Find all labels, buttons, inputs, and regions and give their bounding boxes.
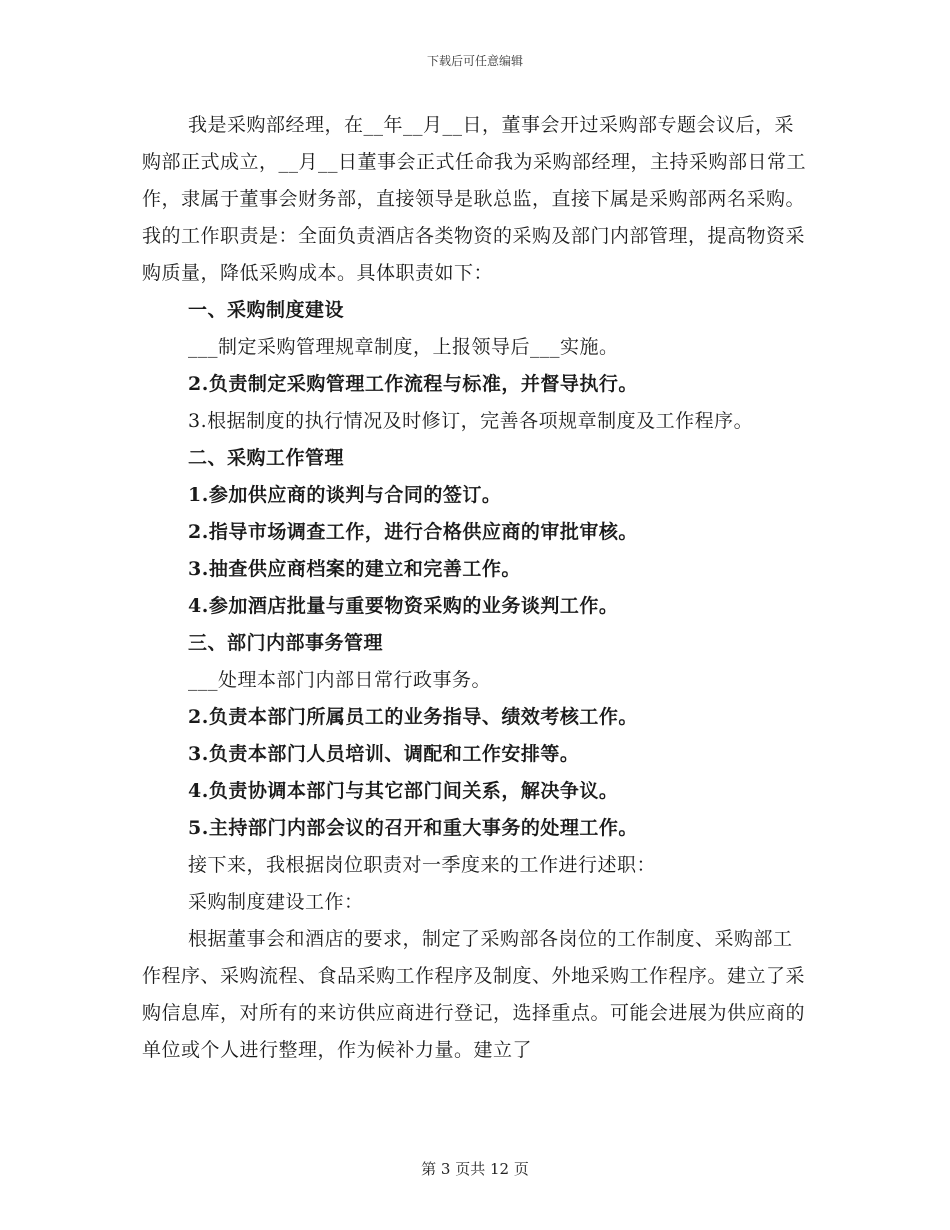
list-item: ___处理本部门内部日常行政事务。 — [188, 669, 492, 691]
list-item: 2.负责本部门所属员工的业务指导、绩效考核工作。 — [188, 706, 638, 728]
page-footer: 第 3 页共 12 页 — [421, 1160, 529, 1178]
list-item: 4.参加酒店批量与重要物资采购的业务谈判工作。 — [188, 595, 619, 617]
document-body — [142, 107, 810, 1069]
section-heading-2: 二、采购工作管理 — [188, 447, 345, 469]
page-header: 下载后可任意编辑 — [426, 54, 523, 68]
list-item: 3.负责本部门人员培训、调配和工作安排等。 — [188, 743, 580, 765]
list-item: 3.根据制度的执行情况及时修订，完善各项规章制度及工作程序。 — [188, 410, 754, 432]
intro-paragraph: 我是采购部经理，在__年__月__日，董事会开过采购部专题会议后，采购部正式成立，__月__日董事会正式任命我为采购部经理，主持采购部日常工作，隶属于董事会财务部，直接领导是耿总监，直接下属是采购部两名采购。我的工作职责是：全面负责酒店各类物资的采购及部门内部管理，提高物资采购质量，降低采购成本。具体职责如下： — [142, 114, 807, 284]
list-item: 5.主持部门内部会议的召开和重大事务的处理工作。 — [188, 817, 638, 839]
section-heading-3: 三、部门内部事务管理 — [188, 632, 384, 654]
list-item: 3.抽查供应商档案的建立和完善工作。 — [188, 558, 521, 580]
list-item: 2.指导市场调查工作，进行合格供应商的审批审核。 — [188, 521, 638, 543]
list-item: 2.负责制定采购管理工作流程与标准，并督导执行。 — [188, 373, 638, 395]
list-item: ___制定采购管理规章制度，上报领导后___实施。 — [188, 336, 619, 358]
section-heading-1: 一、采购制度建设 — [188, 299, 345, 321]
subsection-heading: 采购制度建设工作： — [188, 891, 364, 913]
list-item: 1.参加供应商的谈判与合同的签订。 — [188, 484, 502, 506]
body-paragraph: 根据董事会和酒店的要求，制定了采购部各岗位的工作制度、采购部工作程序、采购流程、食品采购工作程序及制度、外地采购工作程序。建立了采购信息库，对所有的来访供应商进行登记，选择重点。可能会进展为供应商的单位或个人进行整理，作为候补力量。建立了 — [142, 928, 806, 1061]
transition-paragraph: 接下来，我根据岗位职责对一季度来的工作进行述职： — [188, 854, 657, 876]
list-item: 4.负责协调本部门与其它部门间关系，解决争议。 — [188, 780, 619, 802]
